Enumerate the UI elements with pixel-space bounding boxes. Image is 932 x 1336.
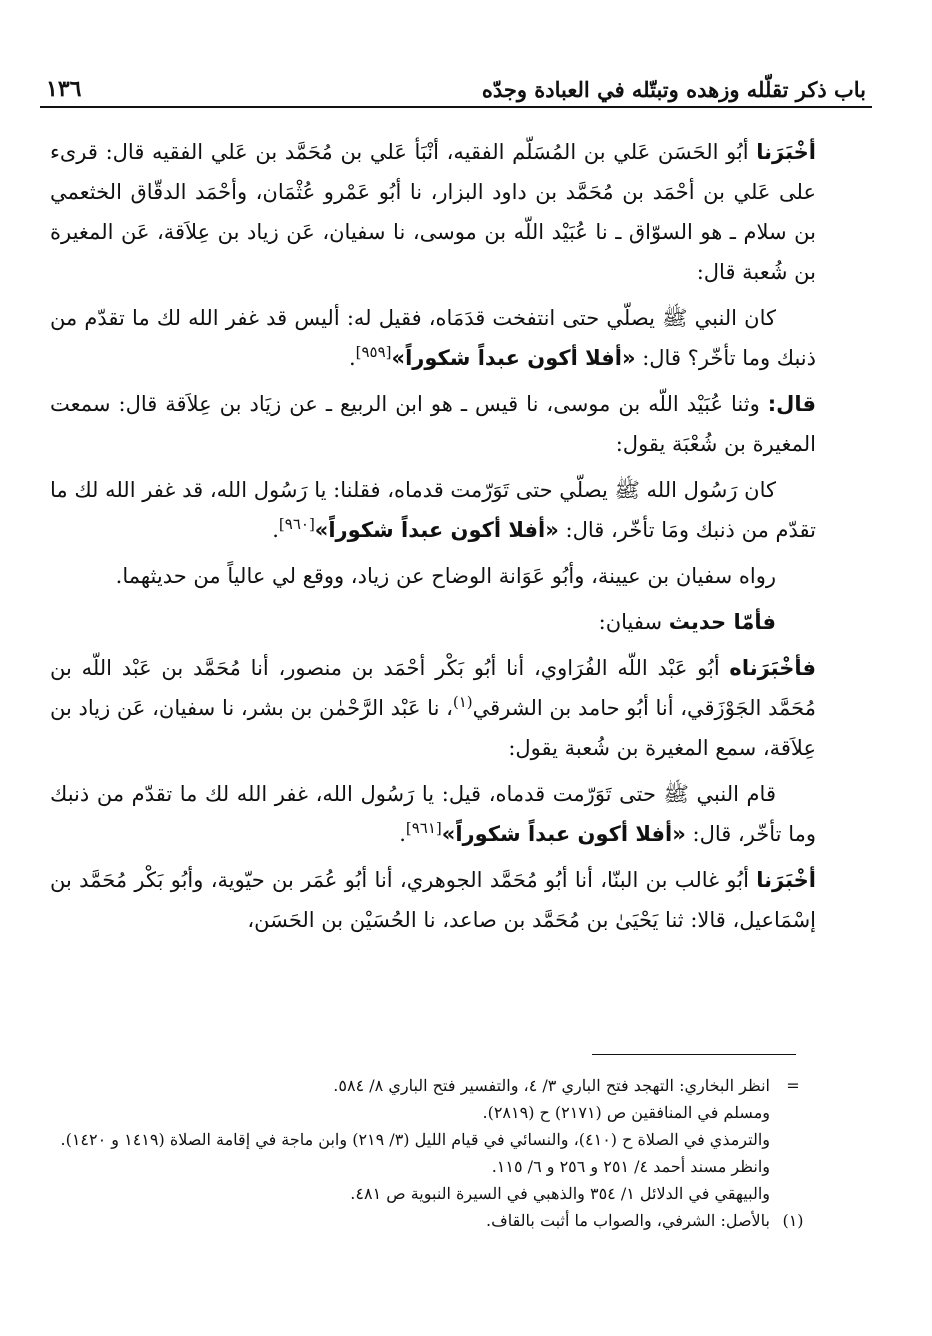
lead-word: فأمّا حديث <box>668 610 776 634</box>
lead-word: فأخْبَرَناه <box>729 656 816 680</box>
paragraph-text: أبُو الحَسَن عَلي بن المُسَلّم الفقيه، أنْبَأ عَلي بن مُحَمَّد بن عَلي الفقيه قال: قرىء على عَلي بن أحْمَد بن مُحَمَّد بن داود البزار، نا أبُو عَمْرو عُثْمَان، وأحْمَد الدقّاق الخثعمي بن سلام ـ هو السوّاق ـ نا عُبَيْد اللّه بن موسى، نا سفيان، عَن زياد بن عِلاَقة، عَن المغيرة بن شُعبة قال: <box>50 140 816 284</box>
main-text <box>50 132 816 946</box>
paragraph-isnad-2 <box>50 384 816 464</box>
footnote-line: والترمذي في الصلاة ح (٤١٠)، والنسائي في قيام الليل (٣/ ٢١٩) وابن ماجة في إقامة الصلاة (١٤١٩ و ١٤٢٠). <box>60 1130 770 1149</box>
paragraph-text: قام النبي ﷺ حتى تَوَرّمت قدماه، قيل: يا رَسُول الله، غفر الله لك ما تقدّم من ذنبك وما تأخّر، قال: <box>50 782 816 846</box>
end-mark: . <box>272 518 279 542</box>
footnote-text: بالأصل: الشرفي، والصواب ما أثبت بالقاف. <box>486 1211 770 1230</box>
hadith-number: [٩٥٩] <box>355 343 392 361</box>
page-number: ١٣٦ <box>46 76 82 102</box>
paragraph-text: أبُو عَبْد اللّه الفُرَاوي، أنا أبُو بَكْر أحْمَد بن منصور، أنا مُحَمَّد بن عَبْد اللّه بن مُحَمَّد الجَوْزَقي، أنا أبُو حامد بن الشرقي <box>50 656 816 720</box>
footnote-line: ومسلم في المنافقين ص (٢١٧١) ح (٢٨١٩). <box>482 1103 770 1122</box>
footnotes <box>50 1072 816 1234</box>
footnote-continuation <box>50 1072 816 1207</box>
continuation-marker: = <box>786 1076 800 1095</box>
page-header <box>40 72 872 108</box>
paragraph-text: رواه سفيان بن عيينة، وأبُو عَوَانة الوضاح عن زياد، ووقع لي عالياً من حديثهما. <box>115 564 776 588</box>
paragraph-text: أبُو غالب بن البنّا، أنا أبُو مُحَمَّد الجوهري، أنا أبُو عُمَر بن حيّوية، وأبُو بَكْر مُحَمَّد بن إسْمَاعيل، قالا: ثنا يَحْيَىٰ بن مُحَمَّد بن صاعد، نا الحُسَيْن بن الحَسَن، <box>50 868 816 932</box>
prophetic-quote: «أفلا أكون عبداً شكوراً» <box>314 518 559 542</box>
paragraph-text: وثنا عُبَيْد اللّه بن موسى، نا قيس ـ هو ابن الربيع ـ عن زيَاد بن عِلاَقة قال: سمعت المغيرة بن شُعْبَة يقول: <box>50 392 816 456</box>
prophetic-quote: «أفلا أكون عبداً شكوراً» <box>441 822 686 846</box>
paragraph-isnad-1 <box>50 132 816 292</box>
end-mark: . <box>399 822 406 846</box>
paragraph-text: سفيان: <box>598 610 669 634</box>
paragraph-hadith-960 <box>50 470 816 550</box>
footnote-text <box>50 1072 770 1207</box>
lead-word: أخْبَرَنا <box>756 140 816 164</box>
lead-word: أخْبَرَنا <box>756 868 816 892</box>
hadith-number: [٩٦٠] <box>278 515 315 533</box>
footnote-number: (١) <box>782 1211 804 1230</box>
running-title: باب ذكر تقلّله وزهده وتبتّله في العبادة وجدّه <box>481 77 866 102</box>
footnote-line: انظر البخاري: التهجد فتح الباري ٣/ ٤، والتفسير فتح الباري ٨/ ٥٨٤. <box>333 1076 770 1095</box>
end-mark: . <box>348 346 356 370</box>
paragraph-hadith-959 <box>50 298 816 378</box>
hadith-number: [٩٦١] <box>405 819 442 837</box>
footnote-ref: (١) <box>452 693 473 711</box>
paragraph-text: كان النبي ﷺ يصلّي حتى انتفخت قدَمَاه، فقيل له: أليس قد غفر الله لك ما تقدّم من ذنبك وما تأخّر؟ قال: <box>50 306 816 370</box>
lead-word: قال: <box>767 392 816 416</box>
paragraph-isnad-4 <box>50 860 816 940</box>
footnote-line: وانظر مسند أحمد ٤/ ٢٥١ و ٢٥٦ و ٦/ ١١٥. <box>491 1157 770 1176</box>
paragraph-subheading <box>50 602 816 642</box>
paragraph-text: ، نا عَبْد الرَّحْمٰن بن بشر، نا سفيان، عَن زياد بن عِلاَقة، سمع المغيرة بن شُعبة يقول: <box>50 696 816 760</box>
paragraph-isnad-3 <box>50 648 816 768</box>
footnote-1 <box>50 1207 816 1234</box>
footnote-line: والبيهقي في الدلائل ١/ ٣٥٤ والذهبي في السيرة النبوية ص ٤٨١. <box>350 1184 770 1203</box>
paragraph-text: كان رَسُول الله ﷺ يصلّي حتى تَوَرّمت قدماه، فقلنا: يا رَسُول الله، قد غفر الله لك ما تقدّم من ذنبك ومَا تأخّر، قال: <box>50 478 816 542</box>
prophetic-quote: «أفلا أكون عبداً شكوراً» <box>391 346 636 370</box>
paragraph-riwaya <box>50 556 816 596</box>
paragraph-hadith-961 <box>50 774 816 854</box>
footnote-separator <box>592 1054 796 1055</box>
